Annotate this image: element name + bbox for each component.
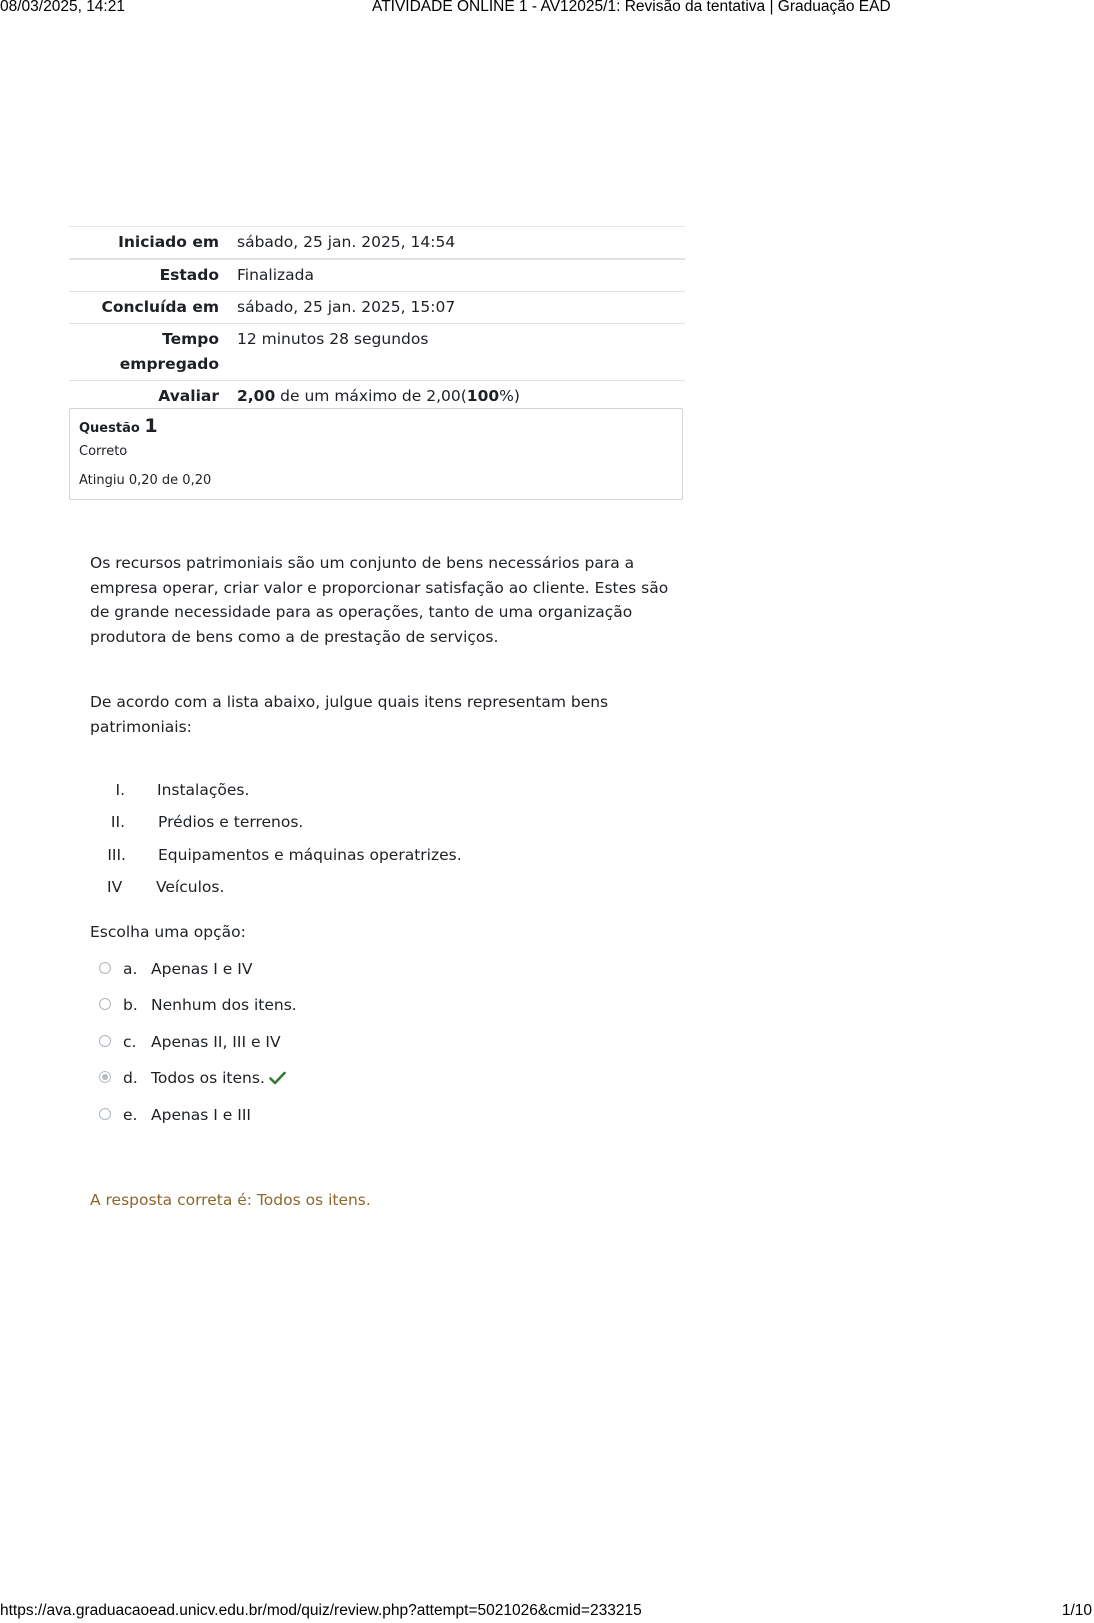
print-footer xyxy=(0,1602,1094,1620)
summary-grade-value: 2,00 de um máximo de 2,00(100%) xyxy=(237,387,520,405)
question-info-box xyxy=(69,408,683,500)
choose-option-prompt: Escolha uma opção: xyxy=(90,923,246,941)
question-paragraph-2: De acordo com a lista abaixo, julgue quais itens representam bens patrimoniais: xyxy=(90,693,609,736)
summary-row-time xyxy=(69,324,685,381)
summary-time-value: 12 minutos 28 segundos xyxy=(237,330,429,348)
question-grade: Atingiu 0,20 de 0,20 xyxy=(79,473,212,488)
summary-grade-label: Avaliar xyxy=(158,387,219,405)
summary-completed-label: Concluída em xyxy=(101,298,219,316)
summary-started-label: Iniciado em xyxy=(118,233,219,251)
question-text xyxy=(90,551,670,649)
radio-button-b[interactable] xyxy=(99,998,111,1010)
correct-answer-feedback: A resposta correta é: Todos os itens. xyxy=(90,1191,371,1209)
summary-time-label: Tempo empregado xyxy=(119,330,219,373)
summary-state-label: Estado xyxy=(159,266,219,284)
print-page-title: ATIVIDADE ONLINE 1 - AV12025/1: Revisão da tentativa | Graduação EAD xyxy=(372,0,891,15)
print-url: https://ava.graduacaoead.unicv.edu.br/mod/quiz/review.php?attempt=5021026&cmid=233215 xyxy=(0,1602,642,1619)
summary-started-value: sábado, 25 jan. 2025, 14:54 xyxy=(237,233,456,251)
summary-completed-value: sábado, 25 jan. 2025, 15:07 xyxy=(237,298,456,316)
print-header xyxy=(0,0,1094,16)
attempt-summary-table xyxy=(69,226,685,412)
radio-button-e[interactable] xyxy=(99,1108,111,1120)
print-datetime: 08/03/2025, 14:21 xyxy=(0,0,125,15)
radio-button-d-selected[interactable] xyxy=(99,1071,111,1083)
summary-row-started xyxy=(69,227,685,260)
radio-button-a[interactable] xyxy=(99,962,111,974)
question-state: Correto xyxy=(79,444,128,459)
correct-check-icon xyxy=(269,1071,286,1085)
print-page-number: 1/10 xyxy=(1061,1602,1092,1619)
radio-button-c[interactable] xyxy=(99,1035,111,1047)
summary-row-completed xyxy=(69,292,685,324)
question-paragraph-1: Os recursos patrimoniais são um conjunto de bens necessários para a empresa operar, criar valor e proporcionar satisfação ao cliente. Estes são de grande necessidade para as operações, tanto de uma organização produtora de bens como a de prestação de serviços. xyxy=(90,554,669,646)
summary-row-state xyxy=(69,259,685,292)
summary-state-value: Finalizada xyxy=(237,266,315,284)
question-number: Questão 1 xyxy=(79,415,158,437)
